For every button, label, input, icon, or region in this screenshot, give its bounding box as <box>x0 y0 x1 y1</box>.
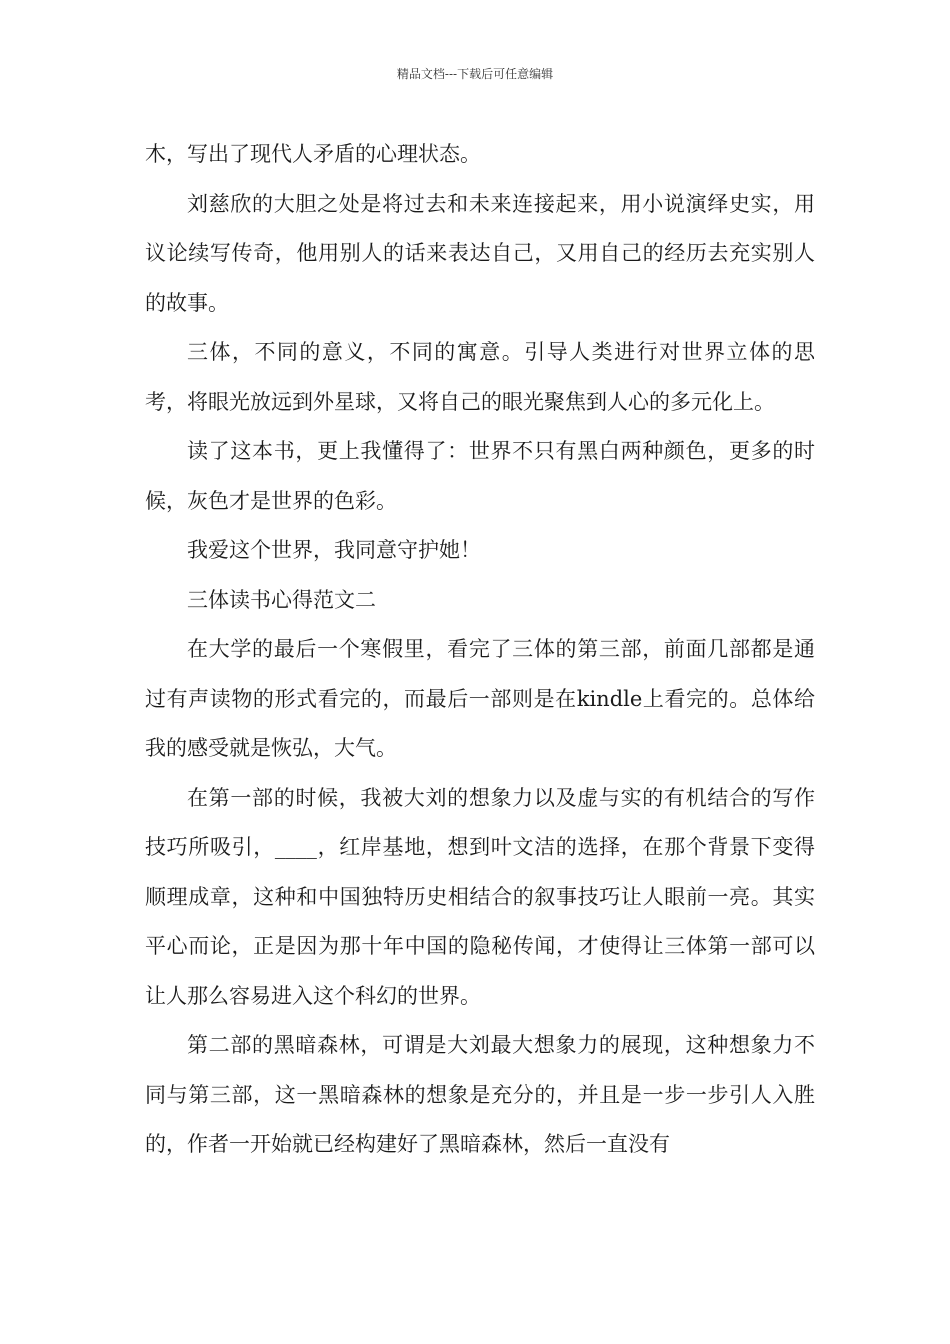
paragraph: 第二部的黑暗森林，可谓是大刘最大想象力的展现，这种想象力不同与第三部，这一黑暗森林的想象是充分的，并且是一步一步引人入胜的，作者一开始就已经构建好了黑暗森林，然后一直没有 <box>145 1033 815 1156</box>
paragraph: 读了这本书，更上我懂得了：世界不只有黑白两种颜色，更多的时候，灰色才是世界的色彩。 <box>145 439 815 513</box>
paragraph: 在第一部的时候，我被大刘的想象力以及虚与实的有机结合的写作技巧所吸引，____，红岸基地，想到叶文洁的选择，在那个背景下变得顺理成章，这种和中国独特历史相结合的叙事技巧让人眼前一亮。其实平心而论，正是因为那十年中国的隐秘传闻，才使得让三体第一部可以让人那么容易进入这个科幻的世界。 <box>145 785 815 1008</box>
page-header: 精品文档---下载后可任意编辑 <box>396 67 554 81</box>
document-body <box>145 130 815 1170</box>
paragraph: 在大学的最后一个寒假里，看完了三体的第三部，前面几部都是通过有声读物的形式看完的，而最后一部则是在kindle上看完的。总体给我的感受就是恢弘，大气。 <box>145 637 815 760</box>
paragraph: 三体，不同的意义，不同的寓意。引导人类进行对世界立体的思考，将眼光放远到外星球，又将自己的眼光聚焦到人心的多元化上。 <box>145 340 815 414</box>
paragraph-continuation: 木，写出了现代人矛盾的心理状态。 <box>145 142 481 166</box>
paragraph: 刘慈欣的大胆之处是将过去和未来连接起来，用小说演绎史实，用议论续写传奇，他用别人的话来表达自己，又用自己的经历去充实别人的故事。 <box>145 191 815 315</box>
section-heading: 三体读书心得范文二 <box>187 587 376 612</box>
paragraph: 我爱这个世界，我同意守护她！ <box>187 538 481 562</box>
